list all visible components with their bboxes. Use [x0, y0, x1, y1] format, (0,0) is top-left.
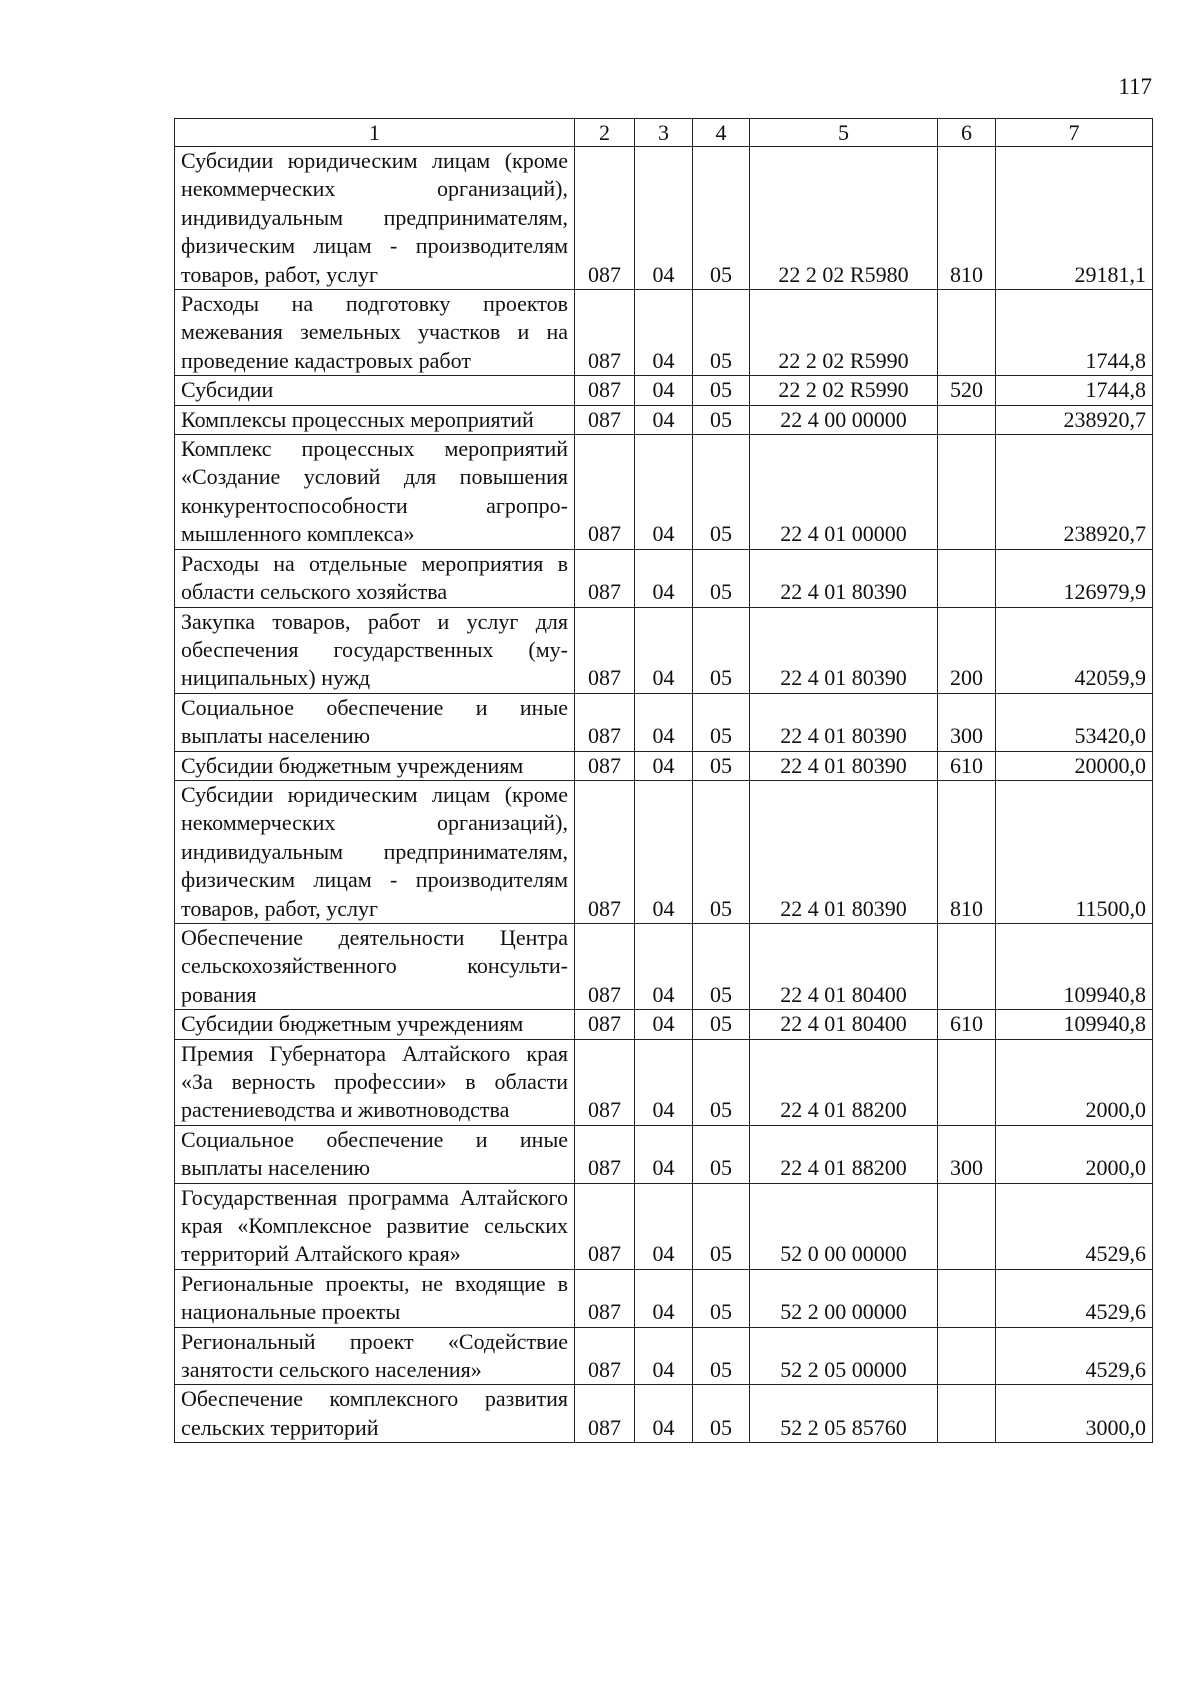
row-target-article: 22 4 01 80400 — [750, 923, 938, 1009]
table-row — [175, 1010, 1153, 1039]
row-section-code: 04 — [635, 751, 693, 780]
row-description: Субсидии бюджетным учреждениям — [175, 1010, 575, 1039]
row-section-code: 04 — [635, 780, 693, 923]
row-amount: 109940,8 — [996, 1010, 1153, 1039]
row-amount: 20000,0 — [996, 751, 1153, 780]
row-ministry-code: 087 — [575, 751, 635, 780]
row-subsection-code: 05 — [693, 1039, 750, 1125]
table-row — [175, 1039, 1153, 1125]
column-header-4: 4 — [693, 119, 750, 147]
row-description: Закупка товаров, работ и услуг для обеспечения государственных (муниципальных) нужд — [175, 607, 575, 693]
row-section-code: 04 — [635, 147, 693, 290]
row-section-code: 04 — [635, 290, 693, 376]
row-ministry-code: 087 — [575, 435, 635, 550]
row-target-article: 22 4 01 80390 — [750, 693, 938, 751]
row-expense-type — [938, 1183, 996, 1269]
row-section-code: 04 — [635, 1125, 693, 1183]
row-subsection-code: 05 — [693, 607, 750, 693]
row-expense-type — [938, 405, 996, 434]
table-row — [175, 435, 1153, 550]
row-expense-type: 300 — [938, 1125, 996, 1183]
row-section-code: 04 — [635, 1039, 693, 1125]
row-section-code: 04 — [635, 1183, 693, 1269]
row-section-code: 04 — [635, 1269, 693, 1327]
table-row — [175, 1269, 1153, 1327]
row-section-code: 04 — [635, 1385, 693, 1443]
row-expense-type — [938, 923, 996, 1009]
table-row — [175, 607, 1153, 693]
row-expense-type — [938, 435, 996, 550]
row-description: Социальное обеспечение и иные выплаты населению — [175, 693, 575, 751]
table-row — [175, 693, 1153, 751]
row-description: Субсидии — [175, 376, 575, 405]
row-description: Комплексы процессных мероприятий — [175, 405, 575, 434]
row-ministry-code: 087 — [575, 607, 635, 693]
row-expense-type: 610 — [938, 751, 996, 780]
table-row — [175, 1327, 1153, 1385]
row-ministry-code: 087 — [575, 1327, 635, 1385]
row-amount: 29181,1 — [996, 147, 1153, 290]
row-subsection-code: 05 — [693, 549, 750, 607]
row-expense-type: 200 — [938, 607, 996, 693]
row-amount: 1744,8 — [996, 376, 1153, 405]
row-description: Государственная программа Алтайского края «Комплексное развитие сельских территорий Алтайского края» — [175, 1183, 575, 1269]
row-target-article: 22 4 01 00000 — [750, 435, 938, 550]
row-description: Обеспечение комплексного развития сельских территорий — [175, 1385, 575, 1443]
row-amount: 2000,0 — [996, 1039, 1153, 1125]
column-header-2: 2 — [575, 119, 635, 147]
column-header-7: 7 — [996, 119, 1153, 147]
table-row — [175, 1183, 1153, 1269]
row-section-code: 04 — [635, 405, 693, 434]
row-subsection-code: 05 — [693, 780, 750, 923]
row-amount: 109940,8 — [996, 923, 1153, 1009]
table-row — [175, 376, 1153, 405]
row-ministry-code: 087 — [575, 1183, 635, 1269]
row-section-code: 04 — [635, 549, 693, 607]
table-row — [175, 405, 1153, 434]
row-subsection-code: 05 — [693, 751, 750, 780]
row-expense-type — [938, 290, 996, 376]
row-section-code: 04 — [635, 1327, 693, 1385]
row-subsection-code: 05 — [693, 405, 750, 434]
row-expense-type — [938, 1327, 996, 1385]
row-amount: 11500,0 — [996, 780, 1153, 923]
row-section-code: 04 — [635, 923, 693, 1009]
table-row — [175, 147, 1153, 290]
row-target-article: 22 4 01 88200 — [750, 1125, 938, 1183]
row-target-article: 52 2 05 00000 — [750, 1327, 938, 1385]
row-amount: 4529,6 — [996, 1183, 1153, 1269]
row-section-code: 04 — [635, 376, 693, 405]
row-target-article: 22 4 01 80400 — [750, 1010, 938, 1039]
row-target-article: 52 2 00 00000 — [750, 1269, 938, 1327]
row-expense-type: 610 — [938, 1010, 996, 1039]
budget-table — [174, 118, 1153, 1443]
table-row — [175, 549, 1153, 607]
row-expense-type — [938, 1039, 996, 1125]
column-header-6: 6 — [938, 119, 996, 147]
row-subsection-code: 05 — [693, 290, 750, 376]
table-row — [175, 1125, 1153, 1183]
row-target-article: 22 4 01 88200 — [750, 1039, 938, 1125]
row-expense-type: 520 — [938, 376, 996, 405]
row-section-code: 04 — [635, 1010, 693, 1039]
row-description: Субсидии юридическим лицам (кроме некоммерческих организаций), индивидуальным предпринимателям, физическим лицам - производителям товаров, работ, услуг — [175, 780, 575, 923]
row-expense-type: 300 — [938, 693, 996, 751]
table-row — [175, 290, 1153, 376]
row-ministry-code: 087 — [575, 1385, 635, 1443]
row-expense-type — [938, 549, 996, 607]
page-number: 117 — [1118, 74, 1152, 99]
row-subsection-code: 05 — [693, 1327, 750, 1385]
row-section-code: 04 — [635, 607, 693, 693]
row-target-article: 52 0 00 00000 — [750, 1183, 938, 1269]
row-expense-type — [938, 1269, 996, 1327]
row-amount: 3000,0 — [996, 1385, 1153, 1443]
row-description: Региональный проект «Содействие занятости сельского населения» — [175, 1327, 575, 1385]
row-description: Социальное обеспечение и иные выплаты населению — [175, 1125, 575, 1183]
row-ministry-code: 087 — [575, 549, 635, 607]
row-subsection-code: 05 — [693, 1385, 750, 1443]
row-target-article: 22 4 01 80390 — [750, 549, 938, 607]
row-ministry-code: 087 — [575, 1125, 635, 1183]
row-expense-type: 810 — [938, 780, 996, 923]
row-ministry-code: 087 — [575, 147, 635, 290]
row-subsection-code: 05 — [693, 923, 750, 1009]
row-section-code: 04 — [635, 435, 693, 550]
row-target-article: 22 4 01 80390 — [750, 607, 938, 693]
row-expense-type — [938, 1385, 996, 1443]
row-ministry-code: 087 — [575, 1269, 635, 1327]
row-subsection-code: 05 — [693, 1125, 750, 1183]
row-ministry-code: 087 — [575, 1010, 635, 1039]
row-amount: 4529,6 — [996, 1327, 1153, 1385]
row-description: Обеспечение деятельности Центра сельскохозяйственного консультирования — [175, 923, 575, 1009]
row-ministry-code: 087 — [575, 923, 635, 1009]
row-subsection-code: 05 — [693, 1269, 750, 1327]
row-description: Расходы на отдельные мероприятия в области сельского хозяйства — [175, 549, 575, 607]
table-row — [175, 751, 1153, 780]
row-ministry-code: 087 — [575, 376, 635, 405]
header-row — [175, 119, 1153, 147]
row-amount: 42059,9 — [996, 607, 1153, 693]
row-description: Региональные проекты, не входящие в национальные проекты — [175, 1269, 575, 1327]
table-row — [175, 923, 1153, 1009]
row-ministry-code: 087 — [575, 290, 635, 376]
row-amount: 238920,7 — [996, 435, 1153, 550]
row-description: Субсидии бюджетным учреждениям — [175, 751, 575, 780]
row-amount: 1744,8 — [996, 290, 1153, 376]
row-target-article: 22 4 01 80390 — [750, 751, 938, 780]
row-ministry-code: 087 — [575, 780, 635, 923]
row-section-code: 04 — [635, 693, 693, 751]
row-amount: 238920,7 — [996, 405, 1153, 434]
row-target-article: 22 2 02 R5990 — [750, 376, 938, 405]
row-target-article: 22 4 01 80390 — [750, 780, 938, 923]
row-target-article: 22 4 00 00000 — [750, 405, 938, 434]
row-amount: 126979,9 — [996, 549, 1153, 607]
row-target-article: 52 2 05 85760 — [750, 1385, 938, 1443]
row-amount: 4529,6 — [996, 1269, 1153, 1327]
row-amount: 2000,0 — [996, 1125, 1153, 1183]
row-target-article: 22 2 02 R5990 — [750, 290, 938, 376]
table-row — [175, 1385, 1153, 1443]
row-expense-type: 810 — [938, 147, 996, 290]
row-subsection-code: 05 — [693, 435, 750, 550]
row-subsection-code: 05 — [693, 693, 750, 751]
row-ministry-code: 087 — [575, 1039, 635, 1125]
row-description: Субсидии юридическим лицам (кроме некоммерческих организаций), индивидуальным предпринимателям, физическим лицам - производителям товаров, работ, услуг — [175, 147, 575, 290]
row-subsection-code: 05 — [693, 376, 750, 405]
row-ministry-code: 087 — [575, 693, 635, 751]
column-header-1: 1 — [175, 119, 575, 147]
row-subsection-code: 05 — [693, 1183, 750, 1269]
row-target-article: 22 2 02 R5980 — [750, 147, 938, 290]
column-header-5: 5 — [750, 119, 938, 147]
row-subsection-code: 05 — [693, 1010, 750, 1039]
row-subsection-code: 05 — [693, 147, 750, 290]
column-header-3: 3 — [635, 119, 693, 147]
row-description: Премия Губернатора Алтайского края «За верность профессии» в области растениеводства и животноводства — [175, 1039, 575, 1125]
row-description: Расходы на подготовку проектов межевания земельных участков и на проведение кадастровых работ — [175, 290, 575, 376]
row-description: Комплекс процессных мероприятий «Создание условий для повышения конкурентоспособности агропромышленного комплекса» — [175, 435, 575, 550]
row-amount: 53420,0 — [996, 693, 1153, 751]
table-row — [175, 780, 1153, 923]
row-ministry-code: 087 — [575, 405, 635, 434]
